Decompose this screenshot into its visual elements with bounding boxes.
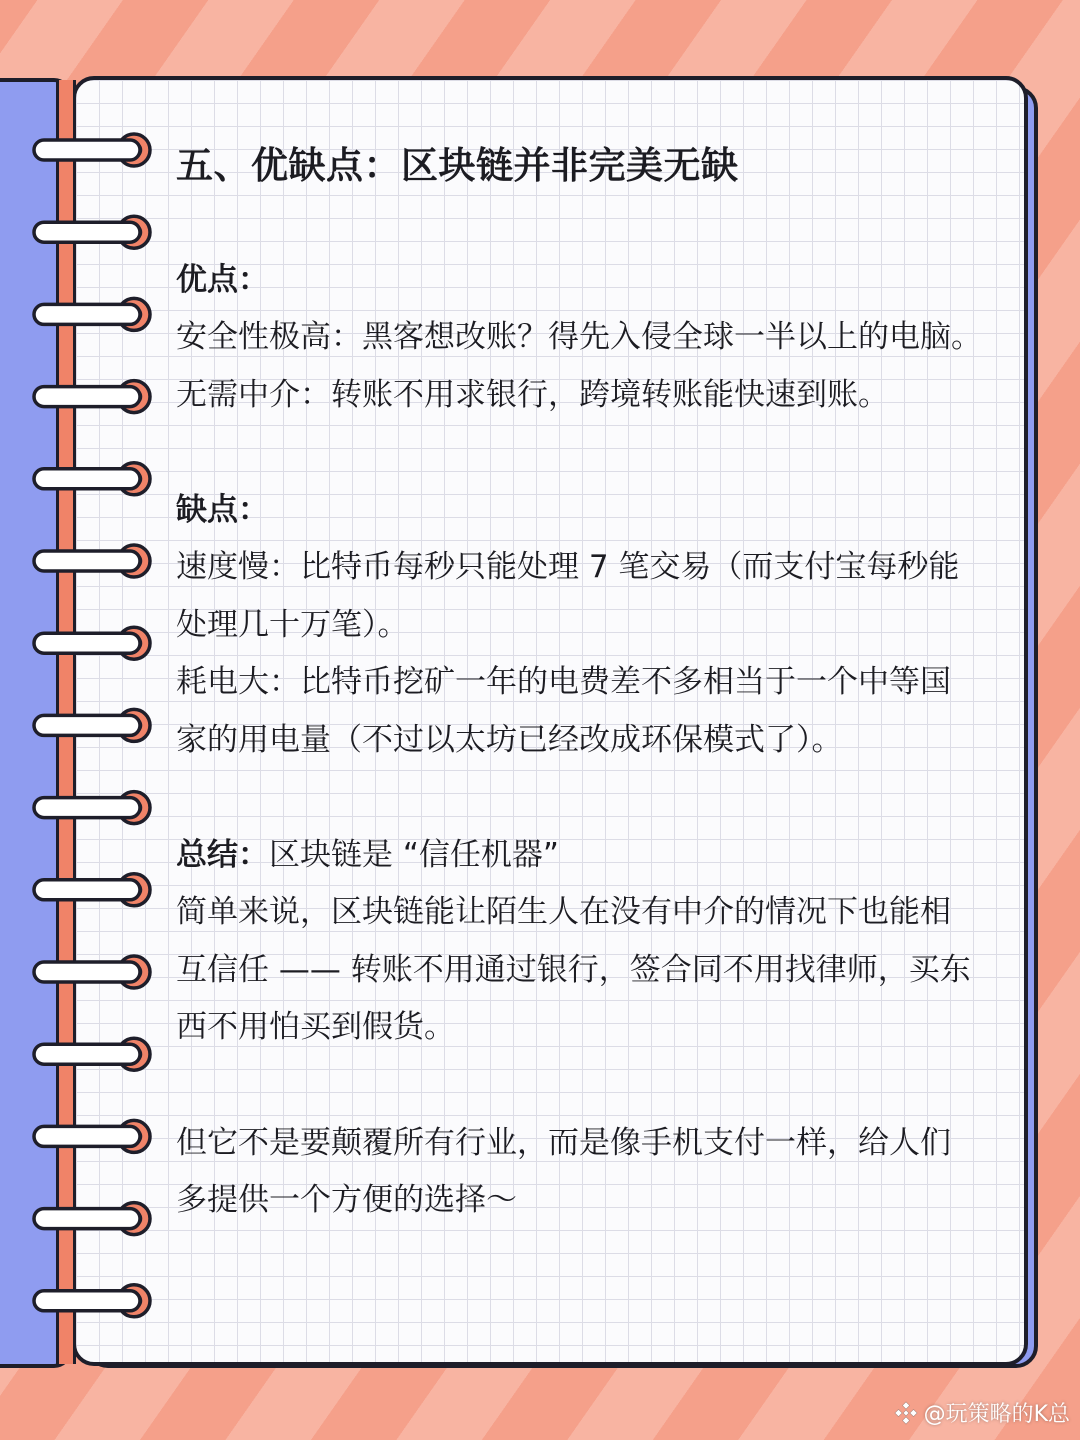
- pros-section: [176, 252, 1006, 424]
- summary-subtitle: 区块链是 “信任机器”: [269, 837, 559, 873]
- binding-ring: [34, 709, 150, 741]
- pros-heading: 优点：: [176, 262, 269, 298]
- pros-line: 安全性极高：黑客想改账？得先入侵全球一半以上的电脑。: [176, 319, 982, 355]
- binding-ring: [34, 1038, 150, 1070]
- binding-ring: [34, 956, 150, 988]
- closing-line: 多提供一个方便的选择～: [176, 1182, 517, 1218]
- binding-ring: [34, 545, 150, 577]
- page-title: 五、优缺点：区块链并非完美无缺: [176, 144, 739, 187]
- binding-ring: [34, 463, 150, 495]
- summary-line: 简单来说，区块链能让陌生人在没有中介的情况下也能相: [176, 894, 951, 930]
- summary-line: 互信任 —— 转账不用通过银行，签合同不用找律师，买东: [176, 951, 971, 988]
- cons-section: [176, 482, 1006, 769]
- summary-line: 西不用怕买到假货。: [176, 1009, 455, 1045]
- cons-line: 速度慢：比特币每秒只能处理 7 笔交易（而支付宝每秒能: [176, 549, 960, 585]
- summary-label: 总结：: [176, 837, 269, 873]
- cons-line: 耗电大：比特币挖矿一年的电费差不多相当于一个中等国: [176, 664, 951, 700]
- summary-heading: [176, 827, 1006, 884]
- cons-line: 家的用电量（不过以太坊已经改成环保模式了）。: [176, 721, 843, 758]
- closing-line: 但它不是要颠覆所有行业，而是像手机支付一样，给人们: [176, 1124, 951, 1161]
- binding-ring: [34, 792, 150, 824]
- binding-ring: [34, 298, 150, 330]
- binding-ring: [34, 134, 150, 166]
- pros-line: 无需中介：转账不用求银行，跨境转账能快速到账。: [176, 376, 889, 413]
- binding-ring: [34, 874, 150, 906]
- summary-section: [176, 827, 1006, 1230]
- watermark-text: @玩策略的K总: [923, 1402, 1070, 1427]
- binance-logo-icon: [894, 1401, 918, 1425]
- spiral-binding: [0, 0, 170, 1440]
- cons-line: 处理几十万笔）。: [176, 606, 409, 643]
- binding-ring: [34, 216, 150, 248]
- cons-heading: 缺点：: [176, 492, 269, 528]
- binding-ring: [34, 627, 150, 659]
- binding-ring: [34, 1203, 150, 1235]
- page-content: [176, 130, 1006, 1230]
- binding-ring: [34, 381, 150, 413]
- watermark: [894, 1397, 1070, 1428]
- binding-ring: [34, 1285, 150, 1317]
- binding-ring: [34, 1120, 150, 1152]
